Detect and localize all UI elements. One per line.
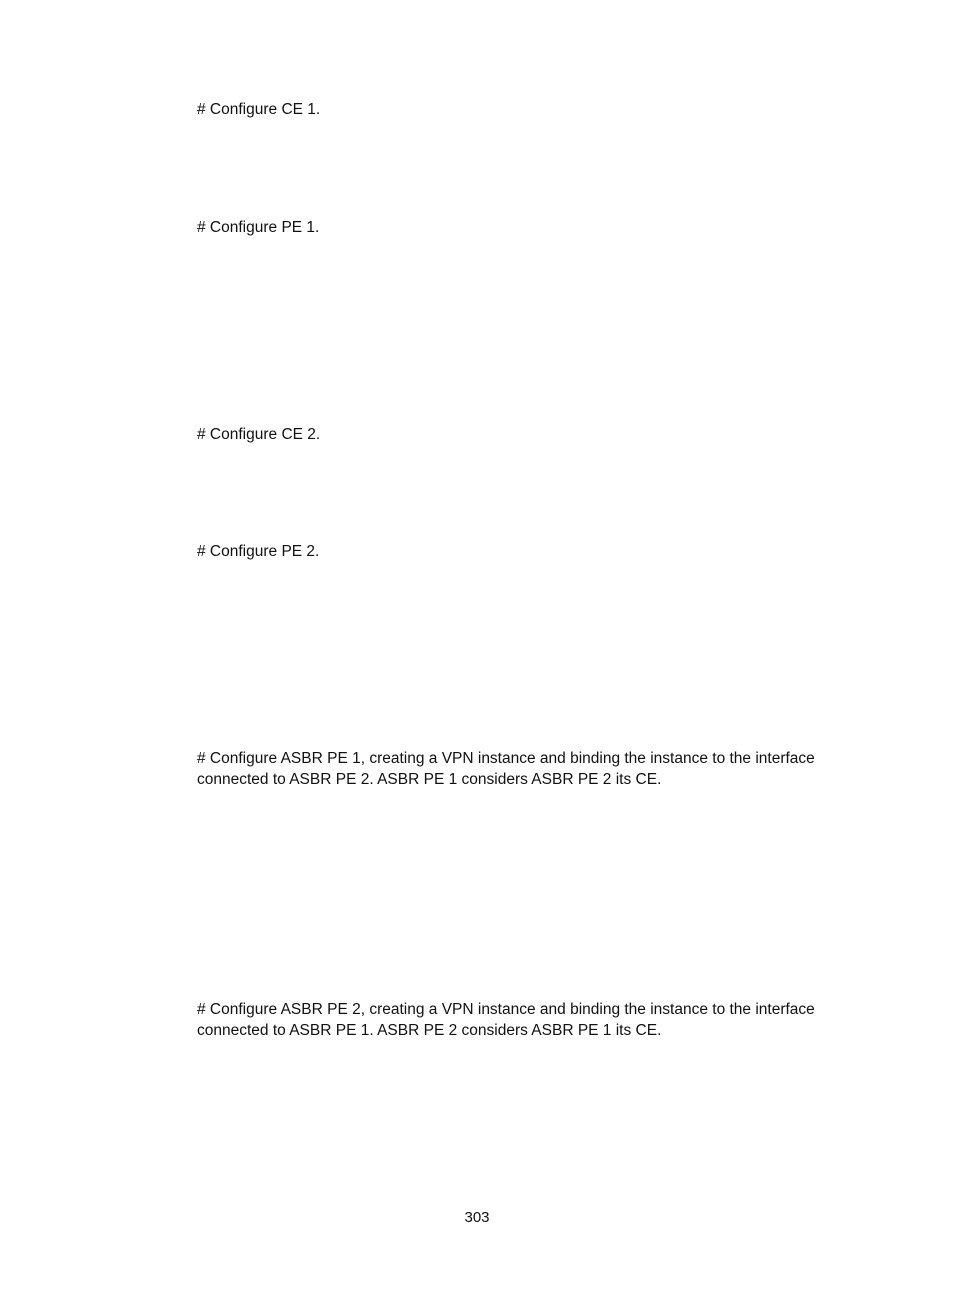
step-configure-asbr-pe2: # Configure ASBR PE 2, creating a VPN instance and binding the instance to the interface connected to ASBR PE 1. ASBR PE 2 considers ASBR PE 1 its CE. — [197, 1001, 820, 1039]
step-configure-ce2: # Configure CE 2. — [197, 426, 321, 443]
step-configure-asbr-pe1: # Configure ASBR PE 1, creating a VPN instance and binding the instance to the interface connected to ASBR PE 2. ASBR PE 1 considers ASBR PE 2 its CE. — [197, 750, 820, 788]
step-configure-pe1: # Configure PE 1. — [197, 219, 320, 236]
step-configure-ce1: # Configure CE 1. — [197, 101, 321, 118]
step-configure-pe2: # Configure PE 2. — [197, 543, 320, 560]
page-number: 303 — [464, 1209, 490, 1226]
